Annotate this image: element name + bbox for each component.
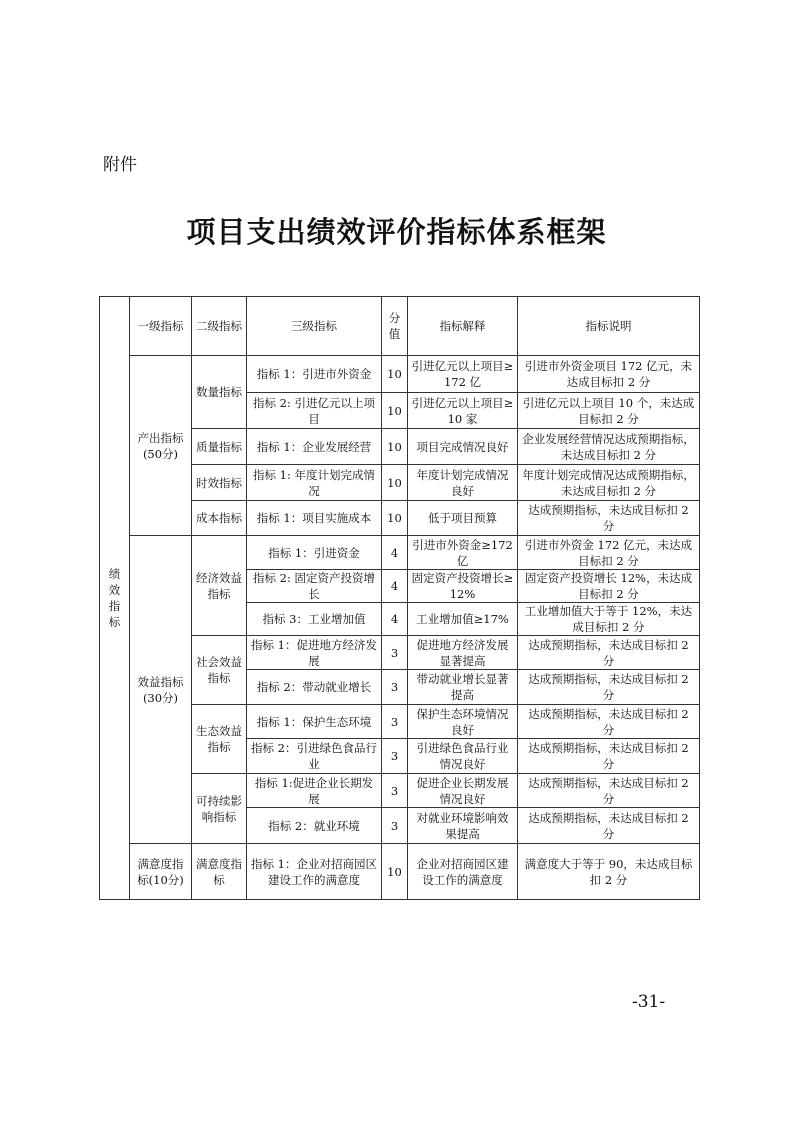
subgroup-cell: 成本指标 <box>192 501 247 536</box>
subgroup-cell: 可持续影响指标 <box>192 774 247 844</box>
attachment-label: 附件 <box>103 155 137 175</box>
description-cell: 达成预期指标，未达成目标扣 2 分 <box>518 501 700 536</box>
explanation-cell: 带动就业增长显著提高 <box>408 670 518 705</box>
indicator-table <box>99 296 700 900</box>
score-cell: 3 <box>382 670 408 705</box>
explanation-cell: 保护生态环境情况良好 <box>408 705 518 739</box>
description-cell: 工业增加值大于等于 12%，未达成目标扣 2 分 <box>518 603 700 636</box>
explanation-cell: 项目完成情况良好 <box>408 429 518 465</box>
indicator-cell: 指标 1：促进地方经济发展 <box>247 636 382 670</box>
indicator-cell: 指标 2: 引进亿元以上项目 <box>247 393 382 429</box>
score-cell: 10 <box>382 356 408 393</box>
indicator-cell: 指标 2: 固定资产投资增长 <box>247 570 382 603</box>
indicator-cell: 指标 1：保护生态环境 <box>247 705 382 739</box>
group-cell: 满意度指标(10分) <box>130 844 192 900</box>
indicator-cell: 指标 1：项目实施成本 <box>247 501 382 536</box>
header-description: 指标说明 <box>518 297 700 356</box>
score-cell: 3 <box>382 774 408 808</box>
subgroup-cell: 质量指标 <box>192 429 247 465</box>
indicator-cell: 指标 2：引进绿色食品行业 <box>247 739 382 774</box>
header-level1: 一级指标 <box>130 297 192 356</box>
indicator-cell: 指标 2：带动就业增长 <box>247 670 382 705</box>
score-cell: 4 <box>382 570 408 603</box>
description-cell: 年度计划完成情况达成预期指标，未达成目标扣 2 分 <box>518 465 700 501</box>
description-cell: 引进亿元以上项目 10 个，未达成目标扣 2 分 <box>518 393 700 429</box>
description-cell: 达成预期指标，未达成目标扣 2 分 <box>518 739 700 774</box>
score-cell: 4 <box>382 603 408 636</box>
table-row <box>100 356 700 393</box>
explanation-cell: 引进绿色食品行业情况良好 <box>408 739 518 774</box>
description-cell: 引进市外资金 172 亿元，未达成目标扣 2 分 <box>518 536 700 570</box>
indicator-cell: 指标 1：企业发展经营 <box>247 429 382 465</box>
description-cell: 固定资产投资增长 12%，未达成目标扣 2 分 <box>518 570 700 603</box>
explanation-cell: 年度计划完成情况良好 <box>408 465 518 501</box>
page-title: 项目支出绩效评价指标体系框架 <box>186 215 607 249</box>
header-level2: 二级指标 <box>192 297 247 356</box>
score-cell: 10 <box>382 844 408 900</box>
root-indicator-cell: 绩效指标 <box>100 297 130 900</box>
subgroup-cell: 时效指标 <box>192 465 247 501</box>
page-number: -31- <box>632 992 666 1012</box>
score-cell: 10 <box>382 465 408 501</box>
subgroup-cell: 数量指标 <box>192 356 247 429</box>
score-cell: 4 <box>382 536 408 570</box>
indicator-cell: 指标 2：就业环境 <box>247 808 382 844</box>
explanation-cell: 引进市外资金≥172 亿 <box>408 536 518 570</box>
score-cell: 3 <box>382 739 408 774</box>
indicator-cell: 指标 1:促进企业长期发展 <box>247 774 382 808</box>
explanation-cell: 固定资产投资增长≥12% <box>408 570 518 603</box>
explanation-cell: 低于项目预算 <box>408 501 518 536</box>
score-cell: 3 <box>382 808 408 844</box>
indicator-cell: 指标 1：引进市外资金 <box>247 356 382 393</box>
group-cell: 效益指标(30分) <box>130 536 192 844</box>
score-cell: 3 <box>382 636 408 670</box>
score-cell: 10 <box>382 429 408 465</box>
subgroup-cell: 生态效益指标 <box>192 705 247 774</box>
table-row <box>100 844 700 900</box>
score-cell: 3 <box>382 705 408 739</box>
description-cell: 引进市外资金项目 172 亿元，未达成目标扣 2 分 <box>518 356 700 393</box>
description-cell: 达成预期指标，未达成目标扣 2 分 <box>518 636 700 670</box>
indicator-cell: 指标 1：引进资金 <box>247 536 382 570</box>
description-cell: 达成预期指标，未达成目标扣 2 分 <box>518 808 700 844</box>
explanation-cell: 促进企业长期发展情况良好 <box>408 774 518 808</box>
description-cell: 满意度大于等于 90，未达成目标扣 2 分 <box>518 844 700 900</box>
description-cell: 达成预期指标，未达成目标扣 2 分 <box>518 670 700 705</box>
table-header-row <box>100 297 700 356</box>
description-cell: 达成预期指标，未达成目标扣 2 分 <box>518 774 700 808</box>
explanation-cell: 引进亿元以上项目≥172 亿 <box>408 356 518 393</box>
description-cell: 企业发展经营情况达成预期指标，未达成目标扣 2 分 <box>518 429 700 465</box>
subgroup-cell: 经济效益指标 <box>192 536 247 636</box>
indicator-cell: 指标 1：企业对招商园区建设工作的满意度 <box>247 844 382 900</box>
score-cell: 10 <box>382 501 408 536</box>
explanation-cell: 促进地方经济发展显著提高 <box>408 636 518 670</box>
subgroup-cell: 社会效益指标 <box>192 636 247 705</box>
explanation-cell: 企业对招商园区建设工作的满意度 <box>408 844 518 900</box>
table-row <box>100 536 700 570</box>
header-score: 分值 <box>382 297 408 356</box>
group-cell: 产出指标(50分) <box>130 356 192 536</box>
subgroup-cell: 满意度指标 <box>192 844 247 900</box>
explanation-cell: 对就业环境影响效果提高 <box>408 808 518 844</box>
explanation-cell: 工业增加值≥17% <box>408 603 518 636</box>
explanation-cell: 引进亿元以上项目≥10 家 <box>408 393 518 429</box>
indicator-cell: 指标 3：工业增加值 <box>247 603 382 636</box>
header-explanation: 指标解释 <box>408 297 518 356</box>
header-level3: 三级指标 <box>247 297 382 356</box>
indicator-cell: 指标 1: 年度计划完成情况 <box>247 465 382 501</box>
score-cell: 10 <box>382 393 408 429</box>
description-cell: 达成预期指标，未达成目标扣 2 分 <box>518 705 700 739</box>
